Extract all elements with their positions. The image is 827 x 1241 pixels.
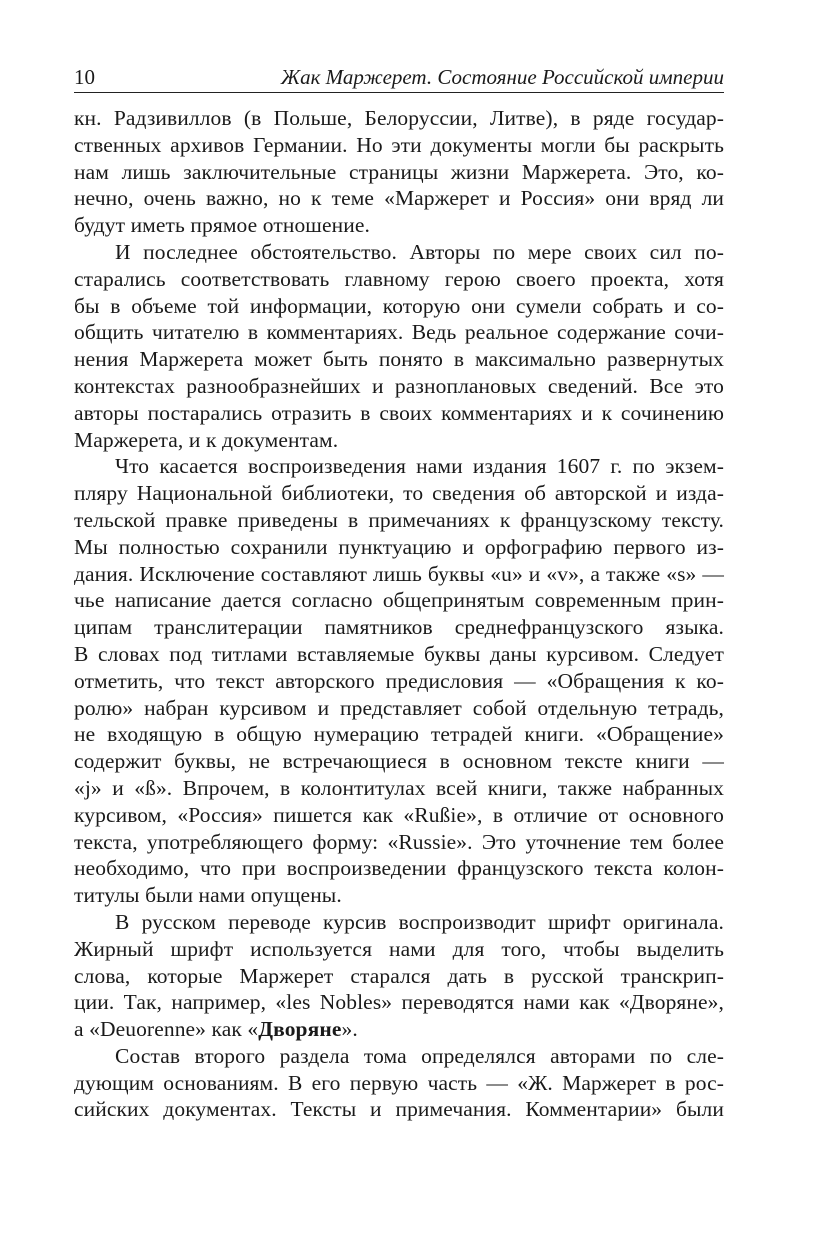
body-text (74, 105, 724, 1123)
bold-term: Дворяне (258, 1017, 342, 1042)
text-line: кн. Радзивиллов (в Польше, Белоруссии, Литве), в ряде государ- (74, 106, 724, 130)
text-fragment: а «Deuorenne» как « (74, 1017, 259, 1042)
text-line: ственных архивов Германии. Но эти документы могли бы раскрыть (74, 132, 724, 157)
text-line: Жирный шрифт используется нами для того, чтобы выделить (74, 936, 724, 961)
text-line: нам лишь заключительные страницы жизни Маржерета. Это, ко- (74, 159, 724, 184)
text-line: бы в объеме той информации, которую они сумели собрать и со- (74, 293, 724, 318)
text-line: дания. Исключение составляют лишь буквы «u» и «v», а также «s» — (74, 561, 724, 586)
text-line: текста, употребляющего форму: «Russie». Это уточнение тем более (74, 829, 724, 854)
text-line: чье написание дается согласно общепринятым современным прин- (74, 588, 724, 613)
text-line: необходимо, что при воспроизведении французского текста колон- (74, 856, 724, 881)
text-line: Маржерета, и к документам. (74, 427, 339, 452)
text-line: авторы постарались отразить в своих комментариях и к сочинению (74, 400, 724, 425)
text-line-with-bold (74, 1016, 724, 1043)
text-line: содержит буквы, не встречающиеся в основном тексте книги — (74, 749, 724, 774)
text-line: общить читателю в комментариях. Ведь реальное содержание сочи- (74, 320, 724, 345)
paragraph-first-line: Что касается воспроизведения нами издания 1607 г. по экзем- (115, 454, 724, 479)
text-line: старались соответствовать главному герою своего проекта, хотя (74, 266, 724, 291)
paragraph-first-line: Состав второго раздела тома определялся авторами по сле- (115, 1043, 724, 1068)
text-line: будут иметь прямое отношение. (74, 213, 370, 238)
text-line: отметить, что текст авторского предисловия — «Обращения к ко- (74, 668, 724, 693)
text-line: ролю» набран курсивом и представляет собой отдельную тетрадь, (74, 695, 724, 720)
paragraph-first-line: В русском переводе курсив воспроизводит шрифт оригинала. (115, 909, 724, 934)
text-line: нечно, очень важно, но к теме «Маржерет и Россия» они вряд ли (74, 186, 724, 211)
text-fragment: ». (341, 1017, 358, 1042)
text-line: Мы полностью сохранили пунктуацию и орфографию первого из- (74, 534, 724, 559)
text-line: нения Маржерета может быть понято в максимально развернутых (74, 347, 724, 372)
page-number: 10 (74, 65, 95, 89)
running-title: Жак Маржерет. Состояние Российской империи (280, 65, 724, 89)
text-line: не входящую в общую нумерацию тетрадей книги. «Обращение» (74, 722, 724, 747)
text-line: «j» и «ß». Впрочем, в колонтитулах всей книги, также набранных (74, 775, 724, 800)
text-line: пляру Национальной библиотеки, то сведения об авторской и изда- (74, 481, 724, 506)
text-line: ции. Так, например, «les Nobles» переводятся нами как «Дворяне», (74, 990, 724, 1015)
text-line: сийских документах. Тексты и примечания. Комментарии» были (74, 1097, 724, 1122)
text-line: дующим основаниям. В его первую часть — «Ж. Маржерет в рос- (74, 1070, 724, 1095)
text-line: титулы были нами опущены. (74, 883, 342, 908)
text-line: ципам транслитерации памятников среднефранцузского языка. (74, 615, 724, 640)
paragraph-first-line: И последнее обстоятельство. Авторы по мере своих сил по- (115, 239, 724, 264)
text-line: тельской правке приведены в примечаниях к французскому тексту. (74, 507, 724, 532)
page-header (74, 62, 724, 93)
text-line: курсивом, «Россия» пишется как «Rußie», в отличие от основного (74, 802, 724, 827)
page (74, 62, 724, 1123)
text-line: В словах под титлами вставляемые буквы даны курсивом. Следует (74, 641, 724, 666)
text-line: контекстах разнообразнейших и разноплановых сведений. Все это (74, 373, 724, 398)
text-line: слова, которые Маржерет старался дать в русской транскрип- (74, 963, 724, 988)
